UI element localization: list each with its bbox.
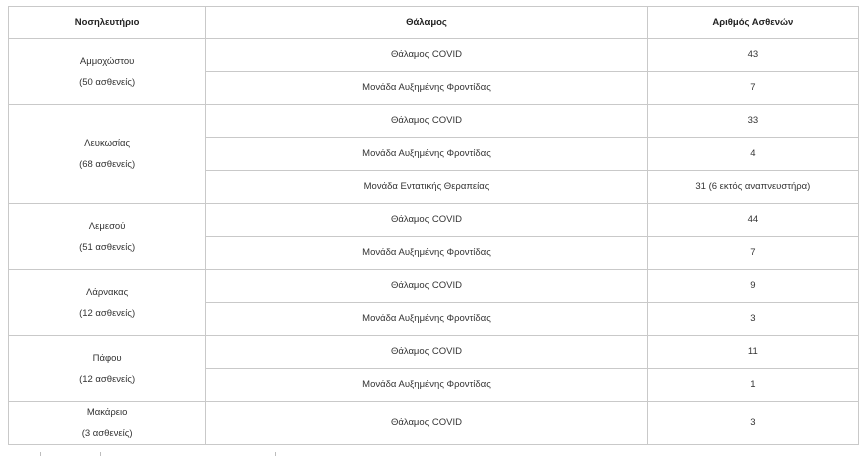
table-row [9,105,859,138]
ward-cell: Μονάδα Αυξημένης Φροντίδας [206,369,648,402]
ward-cell: Μονάδα Εντατικής Θεραπείας [206,171,648,204]
ward-cell: Μονάδα Αυξημένης Φροντίδας [206,303,648,336]
ward-cell: Μονάδα Αυξημένης Φροντίδας [206,138,648,171]
table-row [9,402,859,445]
table-row [9,39,859,72]
hospital-total: (68 ασθενείς) [79,159,136,170]
count-cell: 43 [647,39,858,72]
hospital-name: Αμμοχώστου [79,55,135,67]
bottom-divider [100,452,101,456]
bottom-divider [40,452,41,456]
hospital-name: Λάρνακας [86,286,129,298]
header-hospital: Νοσηλευτήριο [9,7,206,39]
header-patient-count: Αριθμός Ασθενών [647,7,858,39]
hospital-total: (51 ασθενείς) [79,241,136,253]
ward-cell: Θάλαμος COVID [206,105,648,138]
ward-cell: Μονάδα Αυξημένης Φροντίδας [206,72,648,105]
count-cell: 7 [647,72,858,105]
hospital-cell [9,270,206,336]
table-row [9,270,859,303]
hospital-name: Μακάρειο [86,407,128,418]
hospital-name: Λεμεσού [88,220,126,232]
table-row [9,204,859,237]
count-cell: 7 [647,237,858,270]
table-header-row [9,7,859,39]
count-cell: 11 [647,336,858,369]
count-cell: 31 (6 εκτός αναπνευστήρα) [647,171,858,204]
count-cell: 3 [647,402,858,445]
hospital-total: (12 ασθενείς) [79,307,136,319]
hospital-total: (3 ασθενείς) [81,428,133,439]
count-cell: 44 [647,204,858,237]
count-cell: 4 [647,138,858,171]
ward-cell: Θάλαμος COVID [206,39,648,72]
table-row [9,336,859,369]
hospital-total: (12 ασθενείς) [79,373,136,385]
count-cell: 9 [647,270,858,303]
table-body [9,39,859,445]
header-ward: Θάλαμος [206,7,648,39]
ward-cell: Θάλαμος COVID [206,204,648,237]
hospital-cell [9,204,206,270]
hospital-cell [9,402,206,445]
bottom-divider [275,452,276,456]
count-cell: 33 [647,105,858,138]
hospital-name: Λευκωσίας [84,138,131,149]
hospital-cell [9,336,206,402]
ward-cell: Μονάδα Αυξημένης Φροντίδας [206,237,648,270]
ward-cell: Θάλαμος COVID [206,336,648,369]
count-cell: 3 [647,303,858,336]
hospital-cell [9,39,206,105]
hospital-patients-table [8,6,859,445]
hospital-total: (50 ασθενείς) [79,76,136,88]
count-cell: 1 [647,369,858,402]
hospital-cell [9,105,206,204]
hospital-name: Πάφου [92,352,122,364]
ward-cell: Θάλαμος COVID [206,270,648,303]
ward-cell: Θάλαμος COVID [206,402,648,445]
